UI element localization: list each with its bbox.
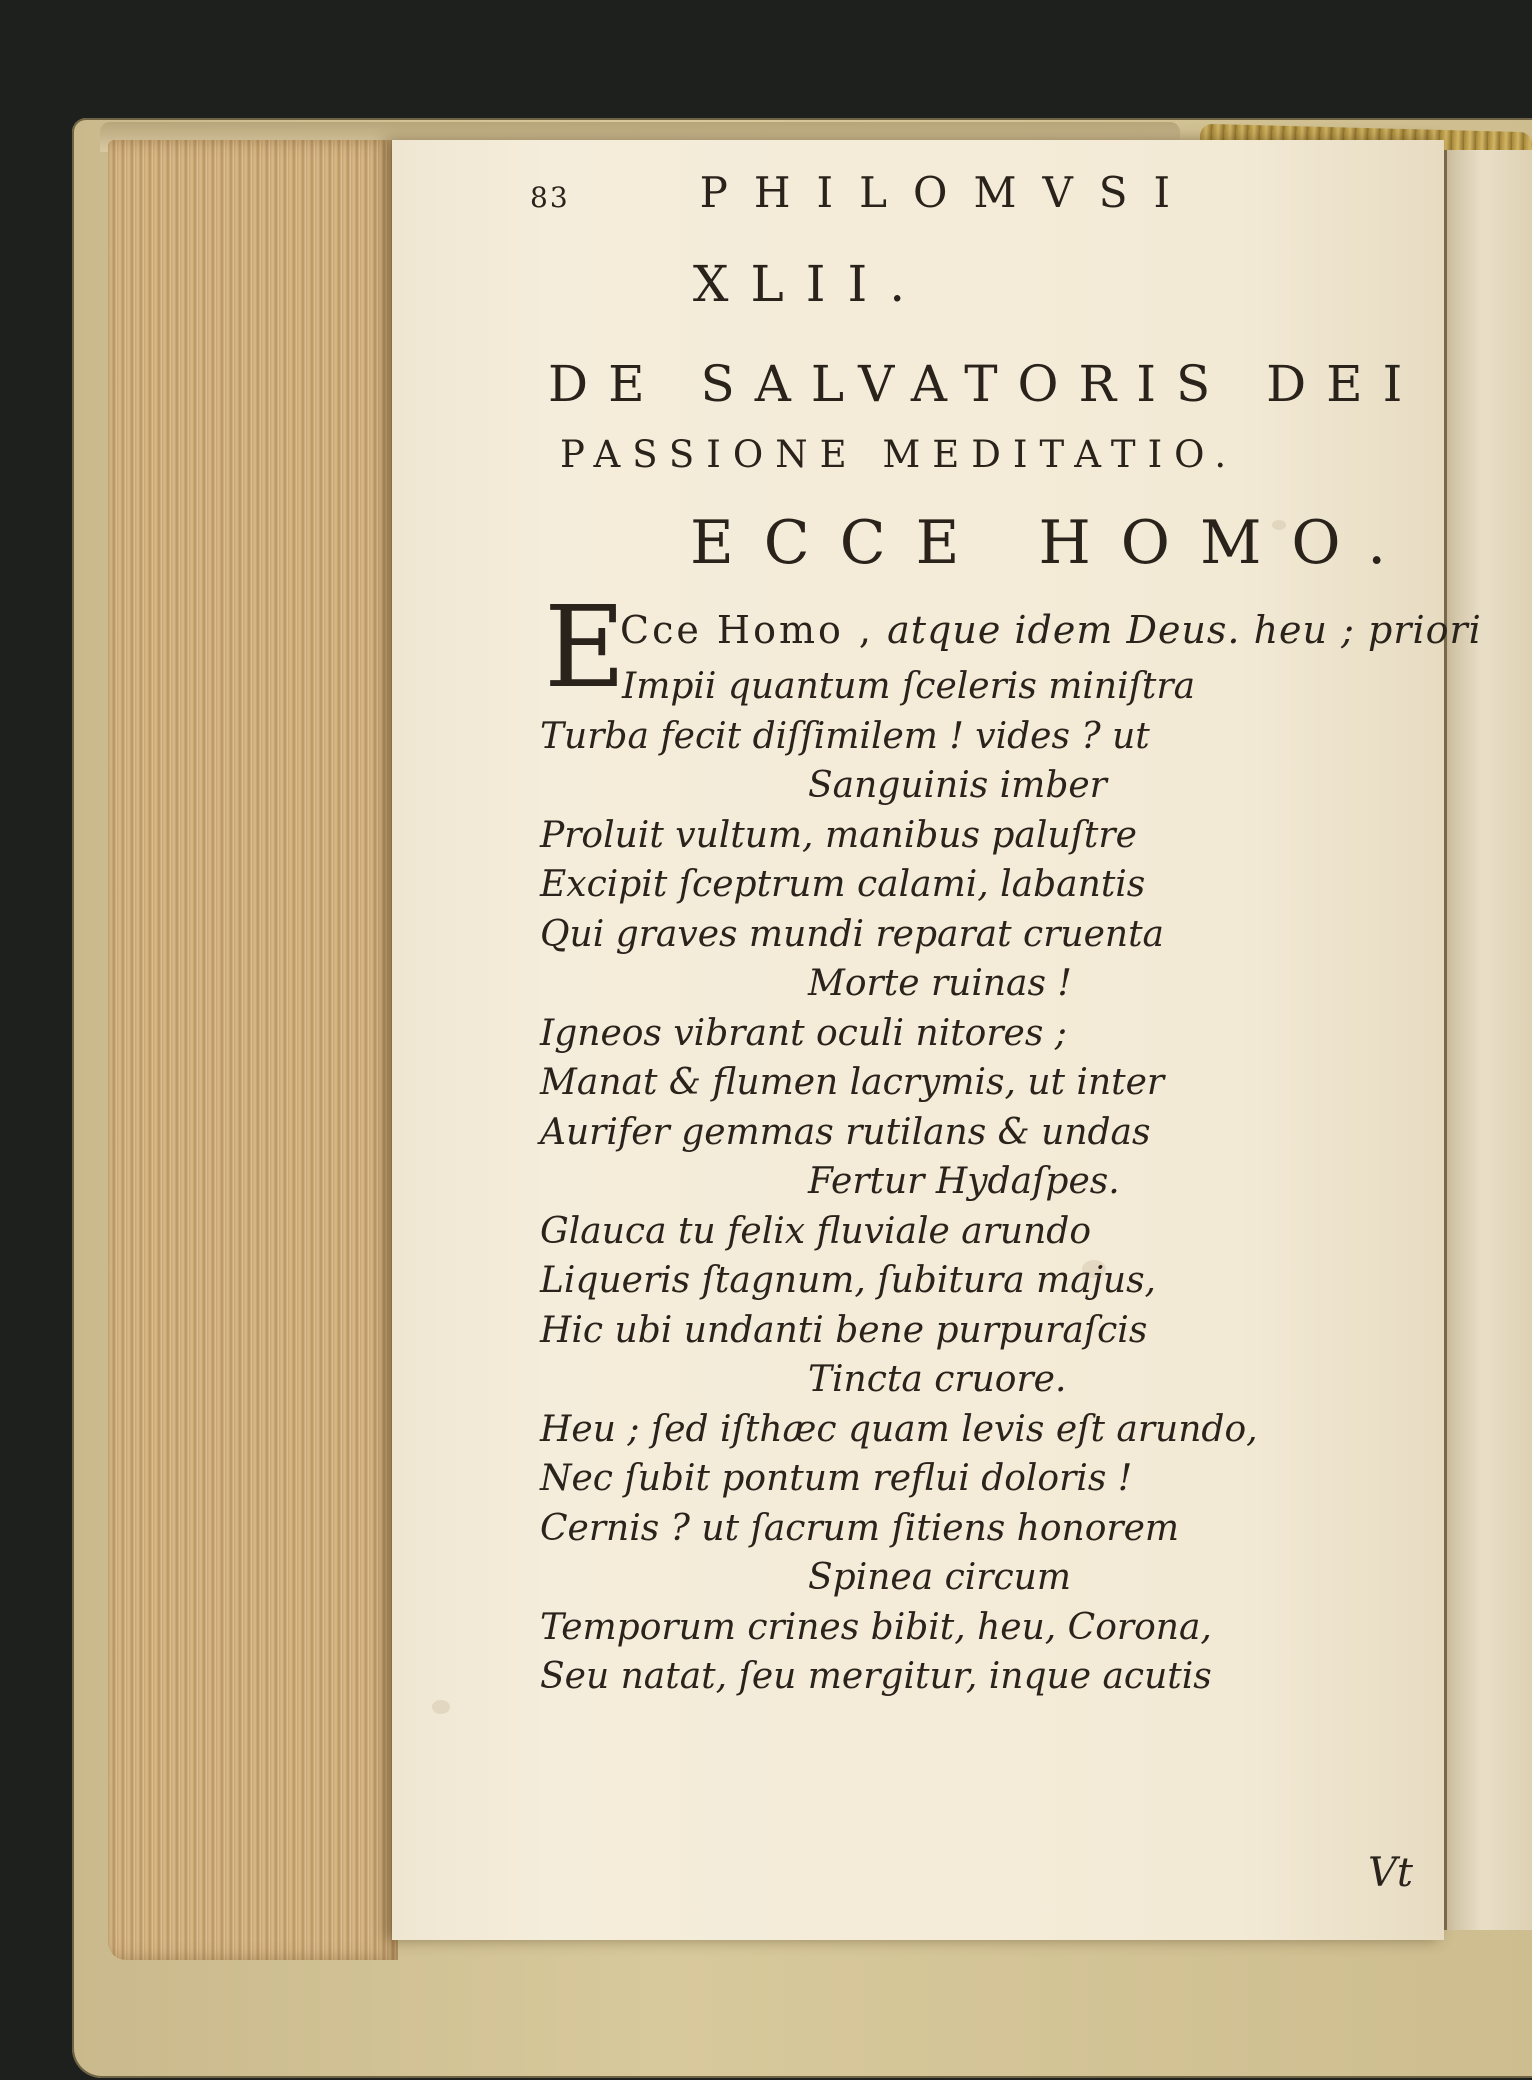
verse-line: Seu natat, ſeu mergitur, inque acutis bbox=[540, 1656, 1212, 1697]
heading-line-1: DE SALVATORIS DEI bbox=[548, 355, 1423, 413]
verse-line: Temporum crines bibit, heu, Corona, bbox=[540, 1606, 1212, 1648]
page-block-fore-edge bbox=[108, 140, 398, 1960]
verse-line: Manat & flumen lacrymis, ut inter bbox=[540, 1062, 1165, 1103]
drop-cap: E bbox=[544, 583, 626, 713]
running-title: PHILOMVSI bbox=[699, 168, 1197, 217]
verse-line: Spinea circum bbox=[808, 1557, 1071, 1598]
verse-body bbox=[540, 662, 1340, 1702]
verse-line: Fertur Hydaſpes. bbox=[808, 1161, 1120, 1202]
verse-line: Turba fecit diſſimilem ! vides ? ut bbox=[540, 715, 1150, 757]
verse-line: Liqueris ſtagnum, ſubitura majus, bbox=[540, 1260, 1156, 1301]
verse-line: Morte ruinas ! bbox=[808, 963, 1072, 1004]
verse-line: Proluit vultum, manibus paluſtre bbox=[540, 814, 1137, 856]
chapter-number: XLII. bbox=[692, 255, 928, 313]
verse-first-line bbox=[620, 608, 1482, 652]
verse-line: Cernis ? ut ſacrum ſitiens honorem bbox=[540, 1507, 1180, 1549]
facing-page-edge bbox=[1444, 150, 1532, 1930]
verse-line: Impii quantum ſceleris miniſtra bbox=[622, 666, 1196, 707]
verse-line: Qui graves mundi reparat cruenta bbox=[540, 913, 1165, 955]
verse-line: Tincta cruore. bbox=[808, 1359, 1067, 1400]
catchword: Vt bbox=[1368, 1850, 1413, 1896]
first-line-smallcaps: Cce Homo , bbox=[620, 608, 875, 652]
verse-line: Aurifer gemmas rutilans & undas bbox=[540, 1111, 1151, 1153]
verse-line: Hic ubi undanti bene purpuraſcis bbox=[540, 1309, 1148, 1351]
verse-line: Igneos vibrant oculi nitores ; bbox=[540, 1012, 1067, 1054]
first-line-italic: atque idem Deus. heu ; priori bbox=[887, 608, 1482, 652]
verse-line: Glauca tu felix fluviale arundo bbox=[540, 1210, 1092, 1252]
heading-line-2: PASSIONE MEDITATIO. bbox=[560, 433, 1239, 476]
verse-line: Sanguinis imber bbox=[808, 765, 1107, 806]
running-head bbox=[530, 168, 1250, 217]
verse-line: Excipit ſceptrum calami, labantis bbox=[540, 864, 1146, 905]
verse-line: Heu ; ſed iſthæc quam levis eſt arundo, bbox=[540, 1408, 1258, 1450]
heading-line-3: ECCE HOMO. bbox=[690, 508, 1417, 578]
page-number: 83 bbox=[530, 181, 570, 214]
verse-line: Nec ſubit pontum reflui doloris ! bbox=[540, 1458, 1133, 1499]
